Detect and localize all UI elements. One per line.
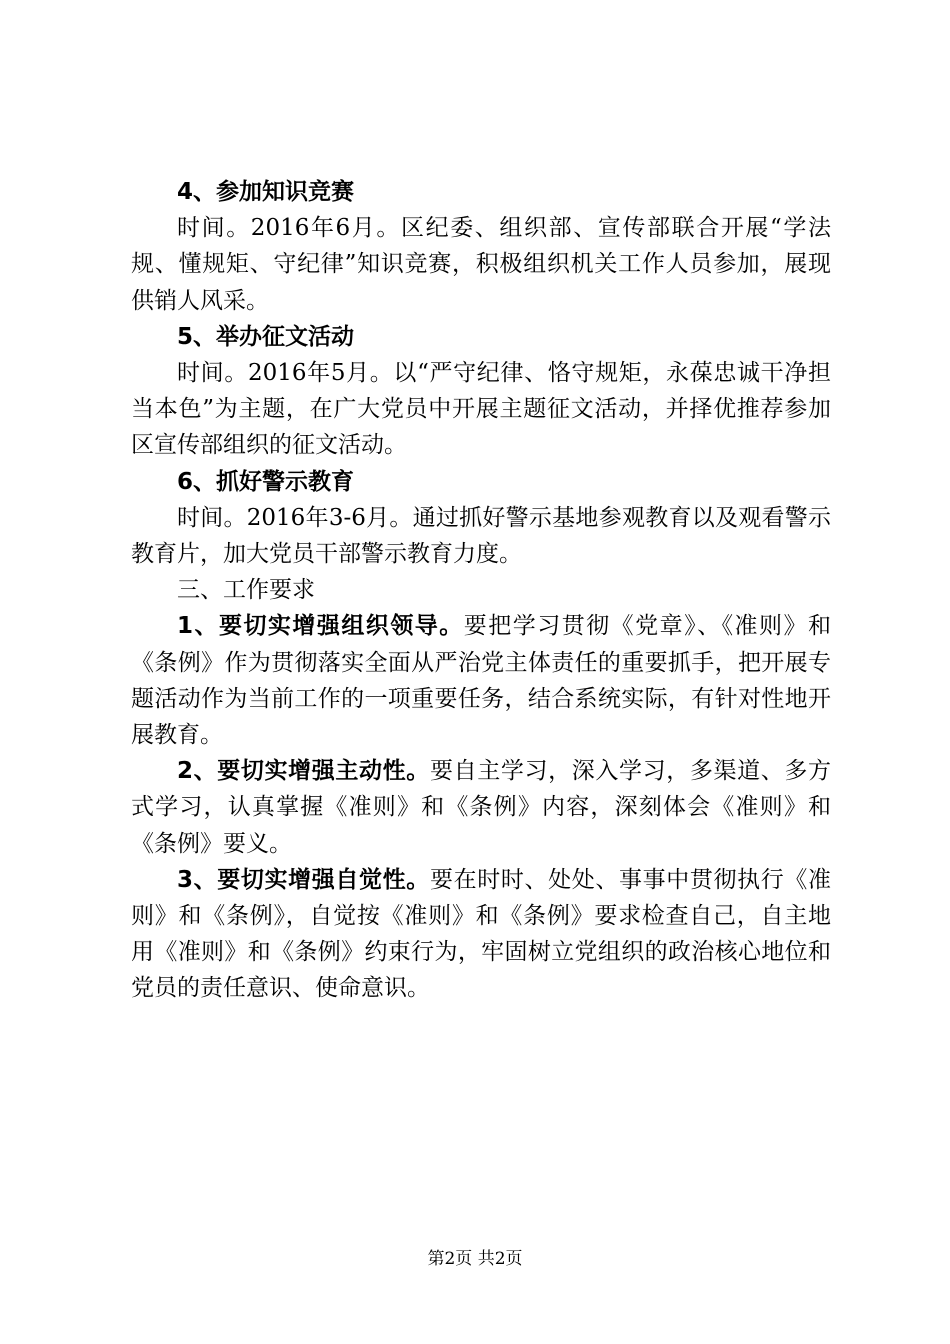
requirement-text: 要自主学习，深入学习，多渠道、多方式学习，认真掌握《准则》和《条例》内容，深刻体会《准则》和《条例》要义。 bbox=[131, 758, 832, 857]
requirement-text: 要在时时、处处、事事中贯彻执行《准则》和《条例》，自觉按《准则》和《条例》要求检查自己，自主地用《准则》和《条例》约束行为，牢固树立党组织的政治核心地位和党员的责任意识、使命意识。 bbox=[131, 866, 832, 1002]
requirement-text: 要把学习贯彻《党章》、《准则》和《条例》作为贯彻落实全面从严治党主体责任的重要抓手，把开展专题活动作为当前工作的一项重要任务，结合系统实际，有针对性地开展教育。 bbox=[131, 613, 831, 749]
requirement-paragraph bbox=[131, 753, 831, 862]
requirement-lead: 2、要切实增强主动性。 bbox=[177, 758, 430, 785]
requirement-paragraph bbox=[131, 608, 831, 753]
section-heading: 4、参加知识竞赛 bbox=[177, 179, 355, 205]
requirement-paragraph bbox=[131, 862, 831, 1007]
part-heading: 三、工作要求 bbox=[177, 577, 315, 604]
section-paragraph: 时间。2016年6月。区纪委、组织部、宣传部联合开展“学法规、懂规矩、守纪律”知识竞赛，积极组织机关工作人员参加，展现供销人风采。 bbox=[131, 215, 831, 314]
requirement-lead: 1、要切实增强组织领导。 bbox=[177, 613, 464, 640]
section-heading: 6、抓好警示教育 bbox=[177, 468, 355, 495]
requirement-lead: 3、要切实增强自觉性。 bbox=[177, 866, 430, 893]
section-heading: 5、举办征文活动 bbox=[177, 323, 355, 350]
page-footer: 第2页 共2页 bbox=[427, 1249, 523, 1269]
document-body bbox=[131, 174, 831, 1007]
section-paragraph: 时间。2016年5月。以“严守纪律、恪守规矩，永葆忠诚干净担当本色”为主题，在广大党员中开展主题征文活动，并择优推荐参加区宣传部组织的征文活动。 bbox=[131, 360, 831, 459]
section-paragraph: 时间。2016年3-6月。通过抓好警示基地参观教育以及观看警示教育片，加大党员干部警示教育力度。 bbox=[131, 504, 831, 568]
